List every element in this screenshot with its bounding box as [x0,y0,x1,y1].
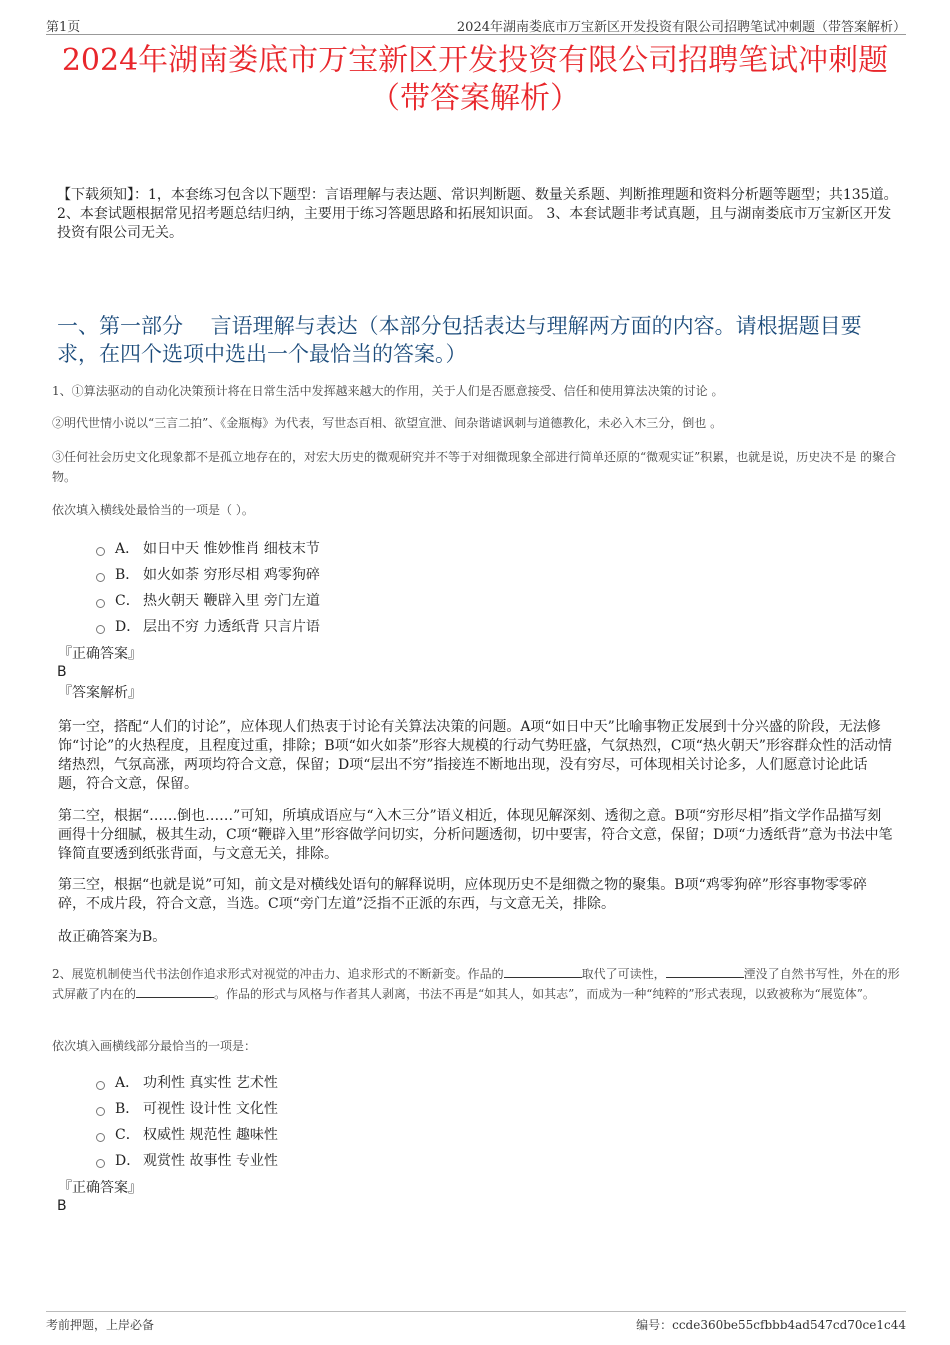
q1-analysis-tag: 『答案解析』 [58,685,142,701]
radio-icon[interactable] [96,1081,105,1090]
q1-sentence-1: 1、①算法驱动的自动化决策预计将在日常生活中发挥越来越大的作用，关于人们是否愿意接受、信任和使用算法决策的讨论 。 [52,384,724,398]
page-footer [46,1311,906,1336]
q2-stem: 2、展览机制使当代书法创作追求形式对视觉的冲击力、追求形式的不断新变。作品的 取代了可读性， 湮没了自然书写性，外在的形式屏蔽了内在的 。作品的形式与风格与作者其人剥离，书法不再是“如其人，如其志”，而成为一种“纯粹的”形式表现，以致被称为“展览体”。 [52,967,900,1001]
q1-sentence-3: ③任何社会历史文化现象都不是孤立地存在的，对宏大历史的微观研究并不等于对细微现象全部进行简单还原的“微观实证”积累，也就是说，历史决不是 的聚合物。 [52,450,897,484]
q1-analysis-para-2: 第二空，根据“……倒也……”可知，所填成语应与“入木三分”语义相近，体现见解深刻、透彻之意。B项“穷形尽相”指文学作品描写刻画得十分细腻，极其生动，C项“鞭辟入里”形容做学问切实，分析问题透彻，切中要害，符合文意，保留；D项“力透纸背”意为书法中笔锋简直要透到纸张背面，与文意无关，排除。 [58,808,893,862]
radio-icon[interactable] [96,547,105,556]
radio-icon[interactable] [96,573,105,582]
section-heading: 一、第一部分 言语理解与表达（本部分包括表达与理解两方面的内容。请根据题目要求，在四个选项中选出一个最恰当的答案。） [57,314,862,366]
blank-3 [136,985,214,998]
q1-answer: B [57,664,67,680]
page-number: 第1页 [46,20,81,35]
radio-icon[interactable] [96,1107,105,1116]
header-title: 2024年湖南娄底市万宝新区开发投资有限公司招聘笔试冲刺题（带答案解析） [456,20,906,35]
title-line-1: 2024年湖南娄底市万宝新区开发投资有限公司招聘笔试冲刺题 [61,43,889,78]
q1-option-a[interactable]: A． 如日中天 惟妙惟肖 细枝末节 [96,535,320,561]
q1-analysis-para-1: 第一空，搭配“人们的讨论”，应体现人们热衷于讨论有关算法决策的问题。A项“如日中天”比喻事物正发展到十分兴盛的阶段，无法修饰“讨论”的火热程度，且程度过重，排除；B项“如火如荼”形容大规模的行动气势旺盛，气氛热烈，C项“热火朝天”形容群众性的活动情绪热烈，气氛高涨，两项均符合文意，保留；D项“层出不穷”指接连不断地出现，没有穷尽，可体现相关讨论多，人们愿意讨论此话题，符合文意，保留。 [58,719,892,792]
radio-icon[interactable] [96,625,105,634]
q2-option-a[interactable]: A． 功利性 真实性 艺术性 [96,1069,278,1095]
q2-options [96,1069,278,1173]
title-line-2: （带答案解析） [370,81,580,116]
q1-answer-tag: 『正确答案』 [58,646,142,662]
q1-analysis-para-3: 第三空，根据“也就是说”可知，前文是对横线处语句的解释说明，应体现历史不是细微之物的聚集。B项“鸡零狗碎”形容事物零零碎碎，不成片段，符合文意，当选。C项“旁门左道”泛指不正派的东西，与文意无关，排除。 [58,877,867,912]
q1-prompt: 依次填入横线处最恰当的一项是（ ）。 [52,503,254,517]
q2-prompt: 依次填入画横线部分最恰当的一项是： [52,1039,257,1053]
q1-option-b[interactable]: B． 如火如荼 穷形尽相 鸡零狗碎 [96,561,320,587]
q2-option-c[interactable]: C． 权威性 规范性 趣味性 [96,1121,278,1147]
q1-sentence-2: ②明代世情小说以“三言二拍”、《金瓶梅》为代表，写世态百相、欲望宣泄、间杂谐谑讽刺与道德教化，未必入木三分，倒也 。 [52,416,723,430]
radio-icon[interactable] [96,599,105,608]
document-id: 编号：ccde360be55cfbbb4ad547cd70ce1c44 [636,1318,906,1332]
q2-option-b[interactable]: B． 可视性 设计性 文化性 [96,1095,278,1121]
q2-option-d[interactable]: D． 观赏性 故事性 专业性 [96,1147,278,1173]
q1-analysis-conclusion: 故正确答案为B。 [58,929,167,945]
footer-slogan: 考前押题，上岸必备 [46,1318,155,1332]
q2-answer: B [57,1198,67,1214]
q1-option-c[interactable]: C． 热火朝天 鞭辟入里 旁门左道 [96,587,320,613]
blank-2 [666,965,744,978]
page-header [46,14,906,35]
document-title [30,42,920,118]
radio-icon[interactable] [96,1159,105,1168]
q1-options [96,535,320,639]
q1-option-d[interactable]: D． 层出不穷 力透纸背 只言片语 [96,613,320,639]
blank-1 [504,965,582,978]
radio-icon[interactable] [96,1133,105,1142]
download-notice: 【下载须知】：1，本套练习包含以下题型：言语理解与表达题、常识判断题、数量关系题、判断推理题和资料分析题等题型；共135道。 2、本套试题根据常见招考题总结归纳，主要用于练习答题思路和拓展知识面。 3、本套试题非考试真题，且与湖南娄底市万宝新区开发投资有限公司无关。 [57,187,898,241]
q2-answer-tag: 『正确答案』 [58,1180,142,1196]
